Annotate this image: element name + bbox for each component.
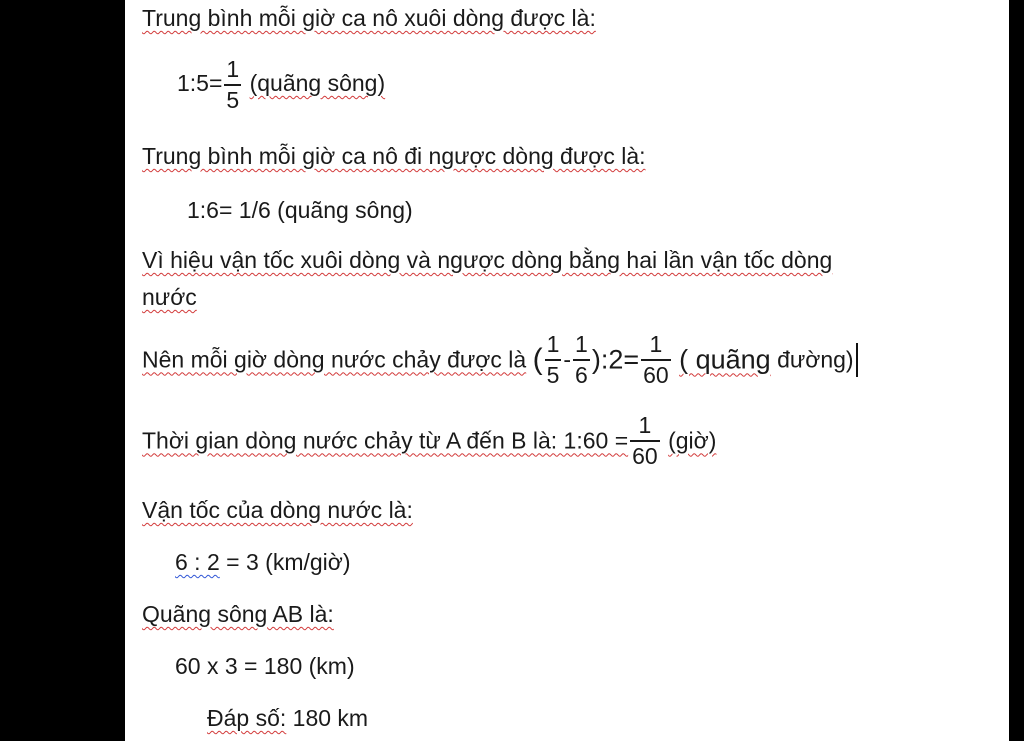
expression-prefix: 1:5= [177,70,223,97]
text-line-3-content: Trung bình mỗi giờ ca nô đi ngược dòng được là: [142,143,646,169]
fraction-denominator: 60 [630,440,660,468]
fraction-denominator: 6 [573,359,590,387]
fraction-one-sixth [573,333,590,387]
text-line-5a-content: Vì hiệu vận tốc xuôi dòng và ngược dòng bằng hai lần vận tốc dòng [142,247,833,273]
fraction-numerator: 1 [575,331,588,357]
unit-label-start: ( quãng [679,344,771,375]
fraction-denominator: 5 [545,359,562,387]
text-line-4 [187,196,413,224]
fraction-numerator: 1 [546,331,560,357]
text-line-8 [142,496,413,524]
text-line-11-content: 60 x 3 = 180 (km) [175,653,355,679]
text-line-11 [175,652,355,680]
answer-value: 180 km [292,705,369,731]
text-line-6 [142,333,858,387]
text-line-7 [142,414,716,468]
fraction-one-sixtieth [630,414,660,468]
fraction-denominator: 60 [641,359,671,387]
text-line-5b [142,283,197,311]
fraction-denominator: 5 [224,84,241,112]
text-line-6-prefix: Nên mỗi giờ dòng nước chảy được là [142,346,527,373]
minus-sign: - [563,346,572,373]
text-line-7-prefix: Thời gian dòng nước chảy từ A đến B là: 1:60 = [142,427,629,454]
text-line-8-content: Vận tốc của dòng nước là: [142,497,413,523]
text-cursor [856,343,858,377]
text-line-5b-content: nước [142,284,197,310]
fraction-one-fifth [545,333,562,387]
close-expression: ):2= [591,344,640,375]
fraction-one-fifth [224,58,241,112]
text-line-4-content: 1:6= 1/6 (quãng sông) [187,197,413,223]
text-line-12 [207,704,368,732]
fraction-one-sixtieth [641,333,671,387]
text-line-10-content: Quãng sông AB là: [142,601,334,627]
text-line-10 [142,600,334,628]
unit-label: (giờ) [668,427,717,454]
open-parenthesis: ( [532,343,543,376]
text-line-9 [175,548,351,576]
text-line-5a [142,246,832,274]
fraction-numerator: 1 [638,412,652,438]
text-line-2 [177,58,385,112]
unit-label-end: đường) [777,346,854,373]
text-line-3 [142,142,646,170]
fraction-numerator: 1 [226,56,240,82]
answer-label: Đáp số: [207,705,287,731]
unit-label: (quãng sông) [249,70,386,97]
text-line-1 [142,4,596,32]
fraction-numerator: 1 [649,331,663,357]
division-result: = 3 (km/giờ) [226,549,351,575]
division-expression: 6 : 2 [175,549,220,575]
text-line-1-content: Trung bình mỗi giờ ca nô xuôi dòng được là: [142,5,596,31]
document-page [125,0,1009,741]
